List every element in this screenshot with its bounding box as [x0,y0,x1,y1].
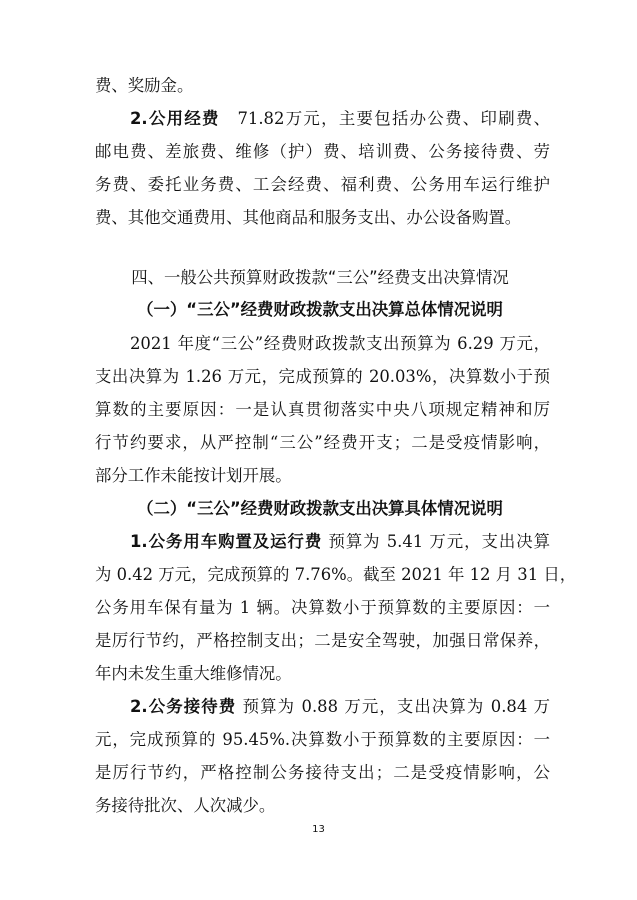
page-number: 13 [312,824,325,835]
text-line: 2021 年度“三公”经费财政拨款支出预算为 6.29 万元， [130,334,550,353]
text-line [130,109,550,129]
text-line: 算数的主要原因：一是认真贯彻落实中央八项规定精神和厉 [95,400,550,419]
text-line: 是厉行节约，严格控制公务接待支出；二是受疫情影响，公 [95,763,550,782]
text-line: 务接待批次、人次减少。 [95,796,276,815]
item-label-public-funds: 2.公用经费 [130,109,220,128]
text-line: 元，完成预算的 95.45%.决算数小于预算数的主要原因：一 [95,730,550,749]
text-line: 是厉行节约，严格控制支出；二是安全驾驶，加强日常保养， [95,631,550,650]
subsection-heading: （二）“三公”经费财政拨款支出决算具体情况说明 [137,499,503,518]
text-line: 公务用车保有量为 1 辆。决算数小于预算数的主要原因：一 [95,598,550,617]
text-line: 务费、委托业务费、工会经费、福利费、公务用车运行维护 [95,175,550,194]
text-line: 邮电费、差旅费、维修（护）费、培训费、公务接待费、劳 [95,142,550,161]
text-line [95,76,550,96]
item-label-vehicle: 1.公务用车购置及运行费 [130,532,323,551]
text-line [130,697,550,717]
text-line: 支出决算为 1.26 万元，完成预算的 20.03%，决算数小于预 [95,367,550,386]
text-line: 年内未发生重大维修情况。 [95,664,292,683]
subsection-heading: （一）“三公”经费财政拨款支出决算总体情况说明 [137,300,503,319]
text-span: 预算为 0.88 万元，支出决算为 0.84 万 [242,697,550,716]
text-line [130,532,550,552]
text-span: 预算为 5.41 万元，支出决算 [328,532,550,551]
text-line: 为 0.42 万元，完成预算的 7.76%。截至 2021 年 12 月 31 日， [95,565,577,584]
text-line: 行节约要求，从严控制“三公”经费开支；二是受疫情影响， [95,433,550,452]
text-line: 费、其他交通费用、其他商品和服务支出、办公设备购置。 [95,208,522,227]
text-line: 部分工作未能按计划开展。 [95,466,292,485]
item-label-reception: 2.公务接待费 [130,697,237,716]
text-span: 费、奖励金。 [95,76,194,95]
text-span: 71.82万元，主要包括办公费、印刷费、 [219,109,550,128]
section-heading: 四、一般公共预算财政拨款“三公”经费支出决算情况 [131,268,509,287]
